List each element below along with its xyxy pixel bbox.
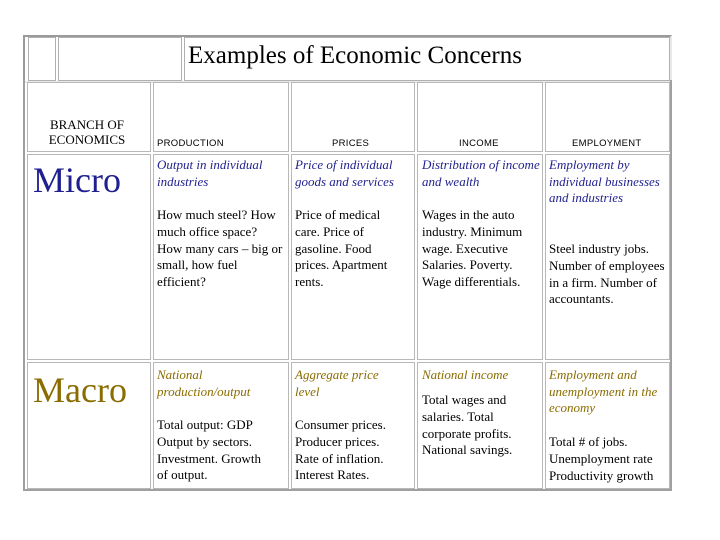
column-header-production: PRODUCTION (157, 138, 224, 149)
micro-concept-prices: Price of individual goods and services (295, 157, 394, 189)
title-bar-cell-2 (58, 37, 182, 81)
macro-concept-prices: Aggregate price level (295, 367, 379, 399)
micro-concept-production: Output in individual industries (157, 157, 263, 189)
macro-label: Macro (33, 370, 127, 410)
macro-concept-production: National production/output (157, 367, 251, 399)
micro-concept-employment: Employment by individual businesses and industries (549, 157, 660, 205)
macro-example-employment: Total # of jobs. Unemployment rate Productivity growth (549, 434, 654, 483)
macro-concept-income: National income (422, 367, 509, 382)
micro-example-production: How much steel? How much office space? How many cars – big or small, how fuel efficient? (157, 207, 283, 290)
page-title: Examples of Economic Concerns (188, 42, 522, 69)
micro-example-employment: Steel industry jobs. Number of employees in a firm. Number of accountants. (549, 241, 665, 307)
macro-concept-employment: Employment and unemployment in the economy (549, 367, 658, 415)
macro-example-production: Total output: GDP Output by sectors. Investment. Growth of output. (157, 417, 261, 483)
branch-header: BRANCH OF ECONOMICS (48, 117, 126, 147)
column-header-prices: PRICES (332, 138, 370, 149)
micro-example-prices: Price of medical care. Price of gasoline. Food prices. Apartment rents. (295, 207, 388, 290)
column-header-employment: EMPLOYMENT (572, 138, 642, 149)
micro-concept-income: Distribution of income and wealth (422, 157, 540, 189)
macro-example-prices: Consumer prices. Producer prices. Rate of inflation. Interest Rates. (295, 417, 386, 483)
macro-example-income: Total wages and salaries. Total corporate profits. National savings. (422, 392, 513, 458)
column-header-income: INCOME (459, 138, 499, 149)
micro-label: Micro (33, 160, 121, 200)
micro-example-income: Wages in the auto industry. Minimum wage. Executive Salaries. Poverty. Wage differentials. (422, 207, 523, 290)
title-bar-cell-1 (28, 37, 56, 81)
